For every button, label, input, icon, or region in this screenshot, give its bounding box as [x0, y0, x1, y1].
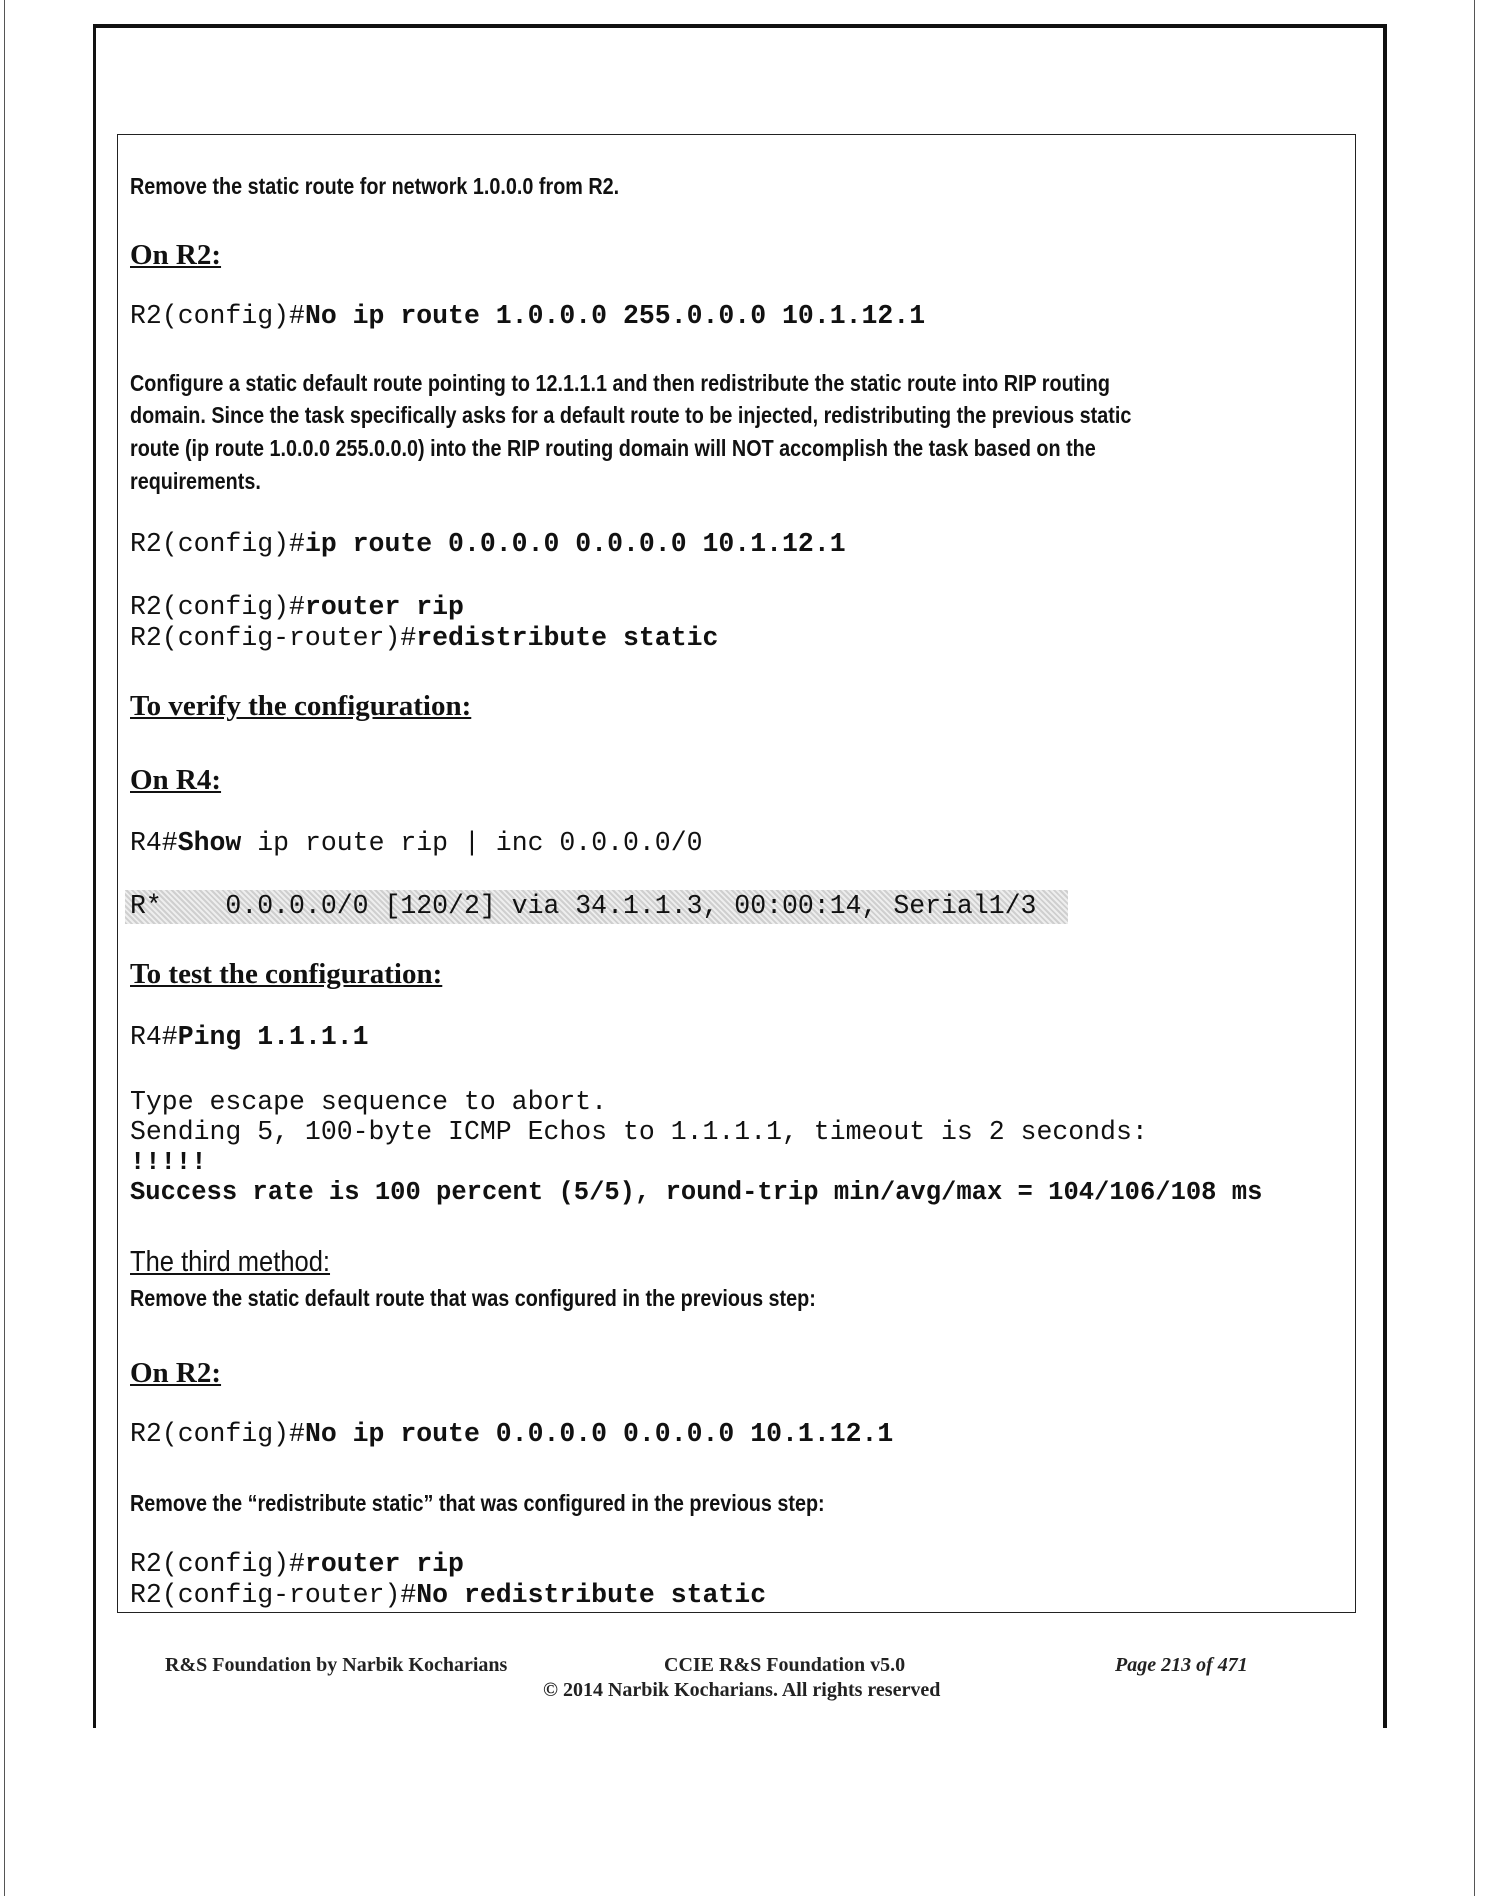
- command: No redistribute static: [416, 1580, 767, 1610]
- prompt: R2(config)#: [130, 1419, 305, 1449]
- heading-test: To test the configuration:: [130, 958, 443, 990]
- scan-edge-left: [4, 0, 5, 1896]
- code-line: [130, 1580, 766, 1610]
- paragraph-line: domain. Since the task specifically asks for a default route to be injected, redistributing the previous static: [130, 402, 1132, 428]
- prompt: R2(config)#: [130, 592, 305, 622]
- prompt: R2(config)#: [130, 529, 305, 559]
- command: No ip route 0.0.0.0 0.0.0.0 10.1.12.1: [304, 1419, 894, 1449]
- paragraph-line: requirements.: [130, 468, 261, 494]
- prompt: R4#: [130, 828, 178, 858]
- prompt: R2(config-router)#: [130, 623, 417, 653]
- command-args: 1.1.1.1: [241, 1022, 369, 1052]
- ping-output-line: Sending 5, 100-byte ICMP Echos to 1.1.1.1, timeout is 2 seconds:: [130, 1117, 1148, 1147]
- footer-page-number: Page 213 of 471: [1115, 1654, 1248, 1676]
- command: Ping: [177, 1022, 242, 1052]
- command: Show: [177, 828, 242, 858]
- footer-title: CCIE R&S Foundation v5.0: [664, 1654, 906, 1676]
- command: ip route 0.0.0.0 0.0.0.0 10.1.12.1: [304, 529, 846, 559]
- code-line: [130, 1419, 893, 1449]
- intro-text: Remove the static route for network 1.0.0.0 from R2.: [130, 173, 620, 199]
- third-method-text: Remove the static default route that was configured in the previous step:: [130, 1285, 816, 1311]
- scan-edge-right: [1474, 0, 1475, 1896]
- prompt: R4#: [130, 1022, 178, 1052]
- code-line: [130, 592, 464, 622]
- footer-copyright: © 2014 Narbik Kocharians. All rights reserved: [543, 1679, 941, 1701]
- heading-on-r2: On R2:: [130, 239, 222, 271]
- paragraph-line: route (ip route 1.0.0.0 255.0.0.0) into the RIP routing domain will NOT accomplish the task based on the: [130, 435, 1096, 461]
- code-line: [130, 301, 925, 331]
- heading-third-method: The third method:: [130, 1246, 331, 1278]
- footer-author: R&S Foundation by Narbik Kocharians: [165, 1654, 508, 1676]
- prompt: R2(config-router)#: [130, 1580, 417, 1610]
- content-box: [117, 134, 1356, 1613]
- route-output: R* 0.0.0.0/0 [120/2] via 34.1.1.3, 00:00:14, Serial1/3: [130, 891, 1037, 921]
- command: router rip: [304, 1549, 464, 1579]
- heading-on-r2: On R2:: [130, 1357, 222, 1389]
- remove-text: Remove the “redistribute static” that was configured in the previous step:: [130, 1490, 825, 1516]
- command-args: ip route rip | inc 0.0.0.0/0: [241, 828, 703, 858]
- prompt: R2(config)#: [130, 1549, 305, 1579]
- code-line: [130, 1549, 464, 1579]
- code-line: [130, 529, 846, 559]
- code-line: [130, 828, 703, 858]
- command: router rip: [304, 592, 464, 622]
- ping-output-line: Success rate is 100 percent (5/5), round-trip min/avg/max = 104/106/108 ms: [130, 1178, 1263, 1207]
- code-line: [130, 1022, 369, 1052]
- ping-output-line: Type escape sequence to abort.: [130, 1087, 608, 1117]
- command: No ip route 1.0.0.0 255.0.0.0 10.1.12.1: [304, 301, 926, 331]
- ping-output-line: !!!!!: [130, 1148, 207, 1177]
- command: redistribute static: [416, 623, 719, 653]
- heading-verify: To verify the configuration:: [130, 690, 472, 722]
- code-line: [130, 623, 718, 653]
- prompt: R2(config)#: [130, 301, 305, 331]
- paragraph-line: Configure a static default route pointing to 12.1.1.1 and then redistribute the static route into RIP routing: [130, 370, 1110, 396]
- heading-on-r4: On R4:: [130, 764, 222, 796]
